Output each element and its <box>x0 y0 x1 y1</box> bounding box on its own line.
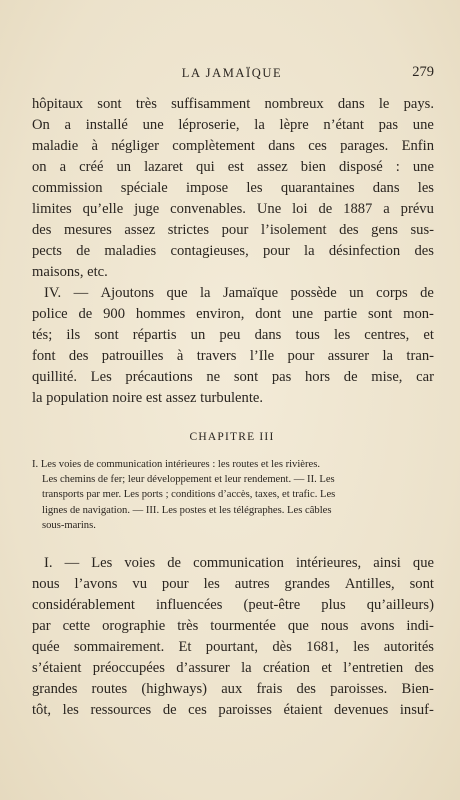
text-line: grandes routes (highways) aux frais des paroisses. Bien- <box>32 681 434 697</box>
text-line: s’étaient préoccupées d’assurer la création et l’entretien des <box>32 660 434 676</box>
text-line: IV. — Ajoutons que la Jamaïque possède un corps de <box>44 285 434 301</box>
summary-line: transports par mer. Les ports ; conditions d’accès, taxes, et trafic. Les <box>42 489 336 501</box>
text-line: maladie à négliger complètement dans ces parages. Enfin <box>32 138 434 154</box>
summary-line: lignes de navigation. — III. Les postes et les télégraphes. Les câbles <box>42 504 332 516</box>
text-line: tôt, les ressources de ces paroisses étaient devenues insuf- <box>32 702 434 718</box>
text-line: des mesures assez strictes pour l’isolement des gens sus- <box>32 222 434 238</box>
text-line: tés; ils sont répartis un peu dans tous les centres, et <box>32 327 434 343</box>
text-line: quillité. Les précautions ne sont pas hors de mise, car <box>32 369 434 385</box>
running-head <box>30 64 434 82</box>
page-number: 279 <box>412 64 434 80</box>
text-line: commission spéciale impose les quarantaines dans les <box>32 180 434 196</box>
text-line: maisons, etc. <box>32 264 108 280</box>
text-line: nous l’avons vu pour les autres grandes Antilles, sont <box>32 576 434 592</box>
paragraph-communications <box>32 553 434 721</box>
summary-line: Les chemins de fer; leur développement et leur rendement. — II. Les <box>42 474 335 486</box>
chapter-heading: CHAPITRE III <box>189 431 275 443</box>
paragraph-police <box>32 283 434 409</box>
text-line: limites qu’elle juge convenables. Une loi de 1887 a prévu <box>32 201 434 217</box>
text-line: par cette orographie très tourmentée que nous avons indi- <box>32 618 434 634</box>
text-line: quée sommairement. Et pourtant, dès 1681, les autorités <box>32 639 434 655</box>
text-line: police de 900 hommes environ, dont une partie sont mon- <box>32 306 434 322</box>
text-line: font des patrouilles à travers l’Ile pour assurer la tran- <box>32 348 434 364</box>
text-line: hôpitaux sont très suffisamment nombreux dans le pays. <box>32 96 434 112</box>
summary-line: I. Les voies de communication intérieures : les routes et les rivières. <box>32 459 321 470</box>
paragraph-hospitals <box>32 94 434 283</box>
text-line: considérablement influencées (peut-être plus qu’ailleurs) <box>32 597 434 613</box>
text-line: la population noire est assez turbulente. <box>32 390 263 406</box>
text-line: pects de maladies contagieuses, pour la désinfection des <box>32 243 434 259</box>
chapter-summary <box>32 457 434 533</box>
summary-line: sous-marins. <box>42 519 96 531</box>
text-line: on a créé un lazaret qui est assez bien disposé : une <box>32 159 434 175</box>
running-title: LA JAMAÏQUE <box>181 66 283 80</box>
text-line: I. — Les voies de communication intérieures, ainsi que <box>44 555 434 571</box>
text-line: On a installé une léproserie, la lèpre n’étant pas une <box>32 117 434 133</box>
